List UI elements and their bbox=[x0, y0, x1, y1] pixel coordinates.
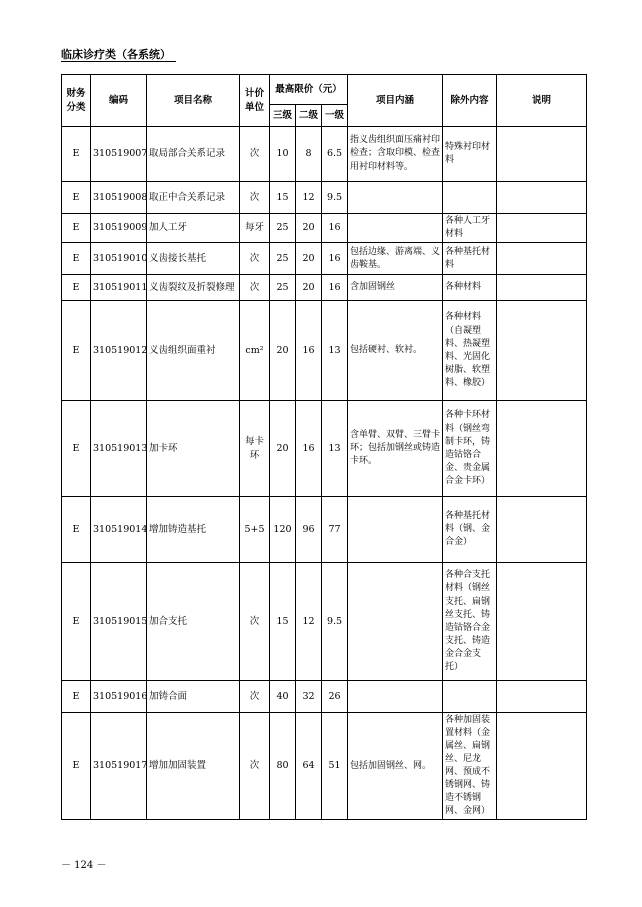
row-code: 310519008 bbox=[91, 182, 147, 214]
row-code: 310519015 bbox=[91, 563, 147, 681]
row-content: 指义齿组织面压痛衬印检查；含取印模、检查用衬印材料等。 bbox=[348, 127, 443, 182]
row-code: 310519007 bbox=[91, 127, 147, 182]
header-name: 项目名称 bbox=[147, 75, 240, 127]
row-code: 310519017 bbox=[91, 713, 147, 820]
row-excluded bbox=[443, 182, 497, 214]
row-unit: 次 bbox=[240, 243, 270, 275]
row-price-level2: 12 bbox=[296, 563, 322, 681]
row-notes bbox=[497, 713, 587, 820]
table-row bbox=[62, 713, 587, 820]
row-excluded: 各种卡环材料（钢丝弯制卡环，铸造钴铬合金、贵金属合金卡环） bbox=[443, 401, 497, 497]
row-excluded: 各种材料（自凝塑料、热凝塑料、光固化树脂、软塑料、橡胶） bbox=[443, 301, 497, 401]
row-unit: 次 bbox=[240, 127, 270, 182]
row-content bbox=[348, 681, 443, 713]
section-title-text: 临床诊疗类（各系统） bbox=[61, 48, 171, 61]
table-row bbox=[62, 401, 587, 497]
row-name: 义齿组织面重衬 bbox=[147, 301, 240, 401]
fee-table bbox=[61, 74, 587, 820]
row-excluded: 各种基托材料 bbox=[443, 243, 497, 275]
row-price-level3: 25 bbox=[270, 243, 296, 275]
row-price-level2: 32 bbox=[296, 681, 322, 713]
table-row bbox=[62, 127, 587, 182]
row-content bbox=[348, 497, 443, 563]
header-unit: 计价单位 bbox=[240, 75, 270, 127]
row-unit: 次 bbox=[240, 713, 270, 820]
row-notes bbox=[497, 301, 587, 401]
row-notes bbox=[497, 127, 587, 182]
row-unit: 每牙 bbox=[240, 214, 270, 243]
row-notes bbox=[497, 182, 587, 214]
row-price-level3: 20 bbox=[270, 301, 296, 401]
table-row bbox=[62, 275, 587, 301]
row-excluded: 各种基托材料（钢、金合金） bbox=[443, 497, 497, 563]
row-category: E bbox=[62, 401, 91, 497]
row-content bbox=[348, 214, 443, 243]
row-price-level2: 64 bbox=[296, 713, 322, 820]
row-notes bbox=[497, 214, 587, 243]
row-price-level2: 8 bbox=[296, 127, 322, 182]
row-content: 包括硬衬、软衬。 bbox=[348, 301, 443, 401]
row-notes bbox=[497, 497, 587, 563]
fee-table-body bbox=[62, 127, 587, 820]
row-category: E bbox=[62, 182, 91, 214]
row-unit: 5+5 bbox=[240, 497, 270, 563]
row-price-level3: 80 bbox=[270, 713, 296, 820]
row-price-level3: 25 bbox=[270, 214, 296, 243]
row-price-level2: 20 bbox=[296, 275, 322, 301]
section-title bbox=[61, 46, 171, 62]
row-price-level3: 10 bbox=[270, 127, 296, 182]
header-content: 项目内涵 bbox=[348, 75, 443, 127]
row-notes bbox=[497, 275, 587, 301]
header-excluded: 除外内容 bbox=[443, 75, 497, 127]
row-price-level3: 15 bbox=[270, 182, 296, 214]
row-name: 义齿接长基托 bbox=[147, 243, 240, 275]
row-price-level3: 120 bbox=[270, 497, 296, 563]
row-name: 取正中合关系记录 bbox=[147, 182, 240, 214]
table-row bbox=[62, 563, 587, 681]
row-price-level2: 96 bbox=[296, 497, 322, 563]
row-price-level2: 20 bbox=[296, 214, 322, 243]
row-name: 加人工牙 bbox=[147, 214, 240, 243]
row-price-level2: 20 bbox=[296, 243, 322, 275]
table-row bbox=[62, 243, 587, 275]
row-price-level1: 6.5 bbox=[322, 127, 348, 182]
row-code: 310519011 bbox=[91, 275, 147, 301]
row-price-level3: 15 bbox=[270, 563, 296, 681]
row-excluded: 特殊衬印材料 bbox=[443, 127, 497, 182]
section-title-underline bbox=[61, 61, 176, 62]
row-price-level1: 77 bbox=[322, 497, 348, 563]
row-content: 包括加固钢丝、网。 bbox=[348, 713, 443, 820]
row-notes bbox=[497, 243, 587, 275]
row-price-level1: 16 bbox=[322, 214, 348, 243]
row-price-level1: 16 bbox=[322, 243, 348, 275]
row-unit: 次 bbox=[240, 681, 270, 713]
row-price-level2: 16 bbox=[296, 401, 322, 497]
row-category: E bbox=[62, 275, 91, 301]
row-category: E bbox=[62, 214, 91, 243]
table-row bbox=[62, 214, 587, 243]
row-price-level2: 16 bbox=[296, 301, 322, 401]
page-number: － 124 － bbox=[61, 860, 107, 871]
row-code: 310519010 bbox=[91, 243, 147, 275]
row-name: 取局部合关系记录 bbox=[147, 127, 240, 182]
row-excluded: 各种材料 bbox=[443, 275, 497, 301]
row-code: 310519013 bbox=[91, 401, 147, 497]
row-price-level3: 20 bbox=[270, 401, 296, 497]
row-name: 加铸合面 bbox=[147, 681, 240, 713]
row-price-level1: 9.5 bbox=[322, 182, 348, 214]
row-content: 含单臂、双臂、三臂卡环；包括加钢丝或铸造卡环。 bbox=[348, 401, 443, 497]
row-price-level1: 13 bbox=[322, 401, 348, 497]
row-price-level1: 9.5 bbox=[322, 563, 348, 681]
row-price-level3: 25 bbox=[270, 275, 296, 301]
header-category: 财务分类 bbox=[62, 75, 91, 127]
row-category: E bbox=[62, 301, 91, 401]
header-level3: 三级 bbox=[270, 105, 296, 127]
row-category: E bbox=[62, 563, 91, 681]
row-name: 增加加固装置 bbox=[147, 713, 240, 820]
table-row bbox=[62, 301, 587, 401]
header-level2: 二级 bbox=[296, 105, 322, 127]
row-name: 加卡环 bbox=[147, 401, 240, 497]
row-category: E bbox=[62, 243, 91, 275]
row-price-level1: 13 bbox=[322, 301, 348, 401]
row-content: 包括边缘、游离端、义齿鞍基。 bbox=[348, 243, 443, 275]
row-code: 310519009 bbox=[91, 214, 147, 243]
row-excluded: 各种加固装置材料（金属丝、扁钢丝、尼龙网、预成不锈钢网、铸造不锈钢网、金网） bbox=[443, 713, 497, 820]
row-content: 含加固钢丝 bbox=[348, 275, 443, 301]
row-unit: 次 bbox=[240, 182, 270, 214]
row-code: 310519016 bbox=[91, 681, 147, 713]
row-unit: 每卡环 bbox=[240, 401, 270, 497]
row-category: E bbox=[62, 713, 91, 820]
row-name: 加合支托 bbox=[147, 563, 240, 681]
row-notes bbox=[497, 563, 587, 681]
row-price-level1: 16 bbox=[322, 275, 348, 301]
row-unit: 次 bbox=[240, 563, 270, 681]
row-name: 义齿裂纹及折裂修理 bbox=[147, 275, 240, 301]
row-category: E bbox=[62, 681, 91, 713]
header-level1: 一级 bbox=[322, 105, 348, 127]
row-content bbox=[348, 563, 443, 681]
header-code: 编码 bbox=[91, 75, 147, 127]
row-excluded bbox=[443, 681, 497, 713]
row-notes bbox=[497, 401, 587, 497]
row-unit: 次 bbox=[240, 275, 270, 301]
row-excluded: 各种人工牙材料 bbox=[443, 214, 497, 243]
row-unit: cm² bbox=[240, 301, 270, 401]
table-row bbox=[62, 497, 587, 563]
row-notes bbox=[497, 681, 587, 713]
row-code: 310519014 bbox=[91, 497, 147, 563]
row-content bbox=[348, 182, 443, 214]
row-code: 310519012 bbox=[91, 301, 147, 401]
row-name: 增加铸造基托 bbox=[147, 497, 240, 563]
row-category: E bbox=[62, 497, 91, 563]
row-price-level3: 40 bbox=[270, 681, 296, 713]
header-max-price: 最高限价（元） bbox=[270, 75, 348, 105]
row-price-level1: 26 bbox=[322, 681, 348, 713]
row-price-level1: 51 bbox=[322, 713, 348, 820]
header-notes: 说明 bbox=[497, 75, 587, 127]
table-row bbox=[62, 681, 587, 713]
row-price-level2: 12 bbox=[296, 182, 322, 214]
row-excluded: 各种合支托材料（钢丝支托、扁钢丝支托、铸造钴铬合金支托、铸造金合金支托） bbox=[443, 563, 497, 681]
row-category: E bbox=[62, 127, 91, 182]
table-row bbox=[62, 182, 587, 214]
